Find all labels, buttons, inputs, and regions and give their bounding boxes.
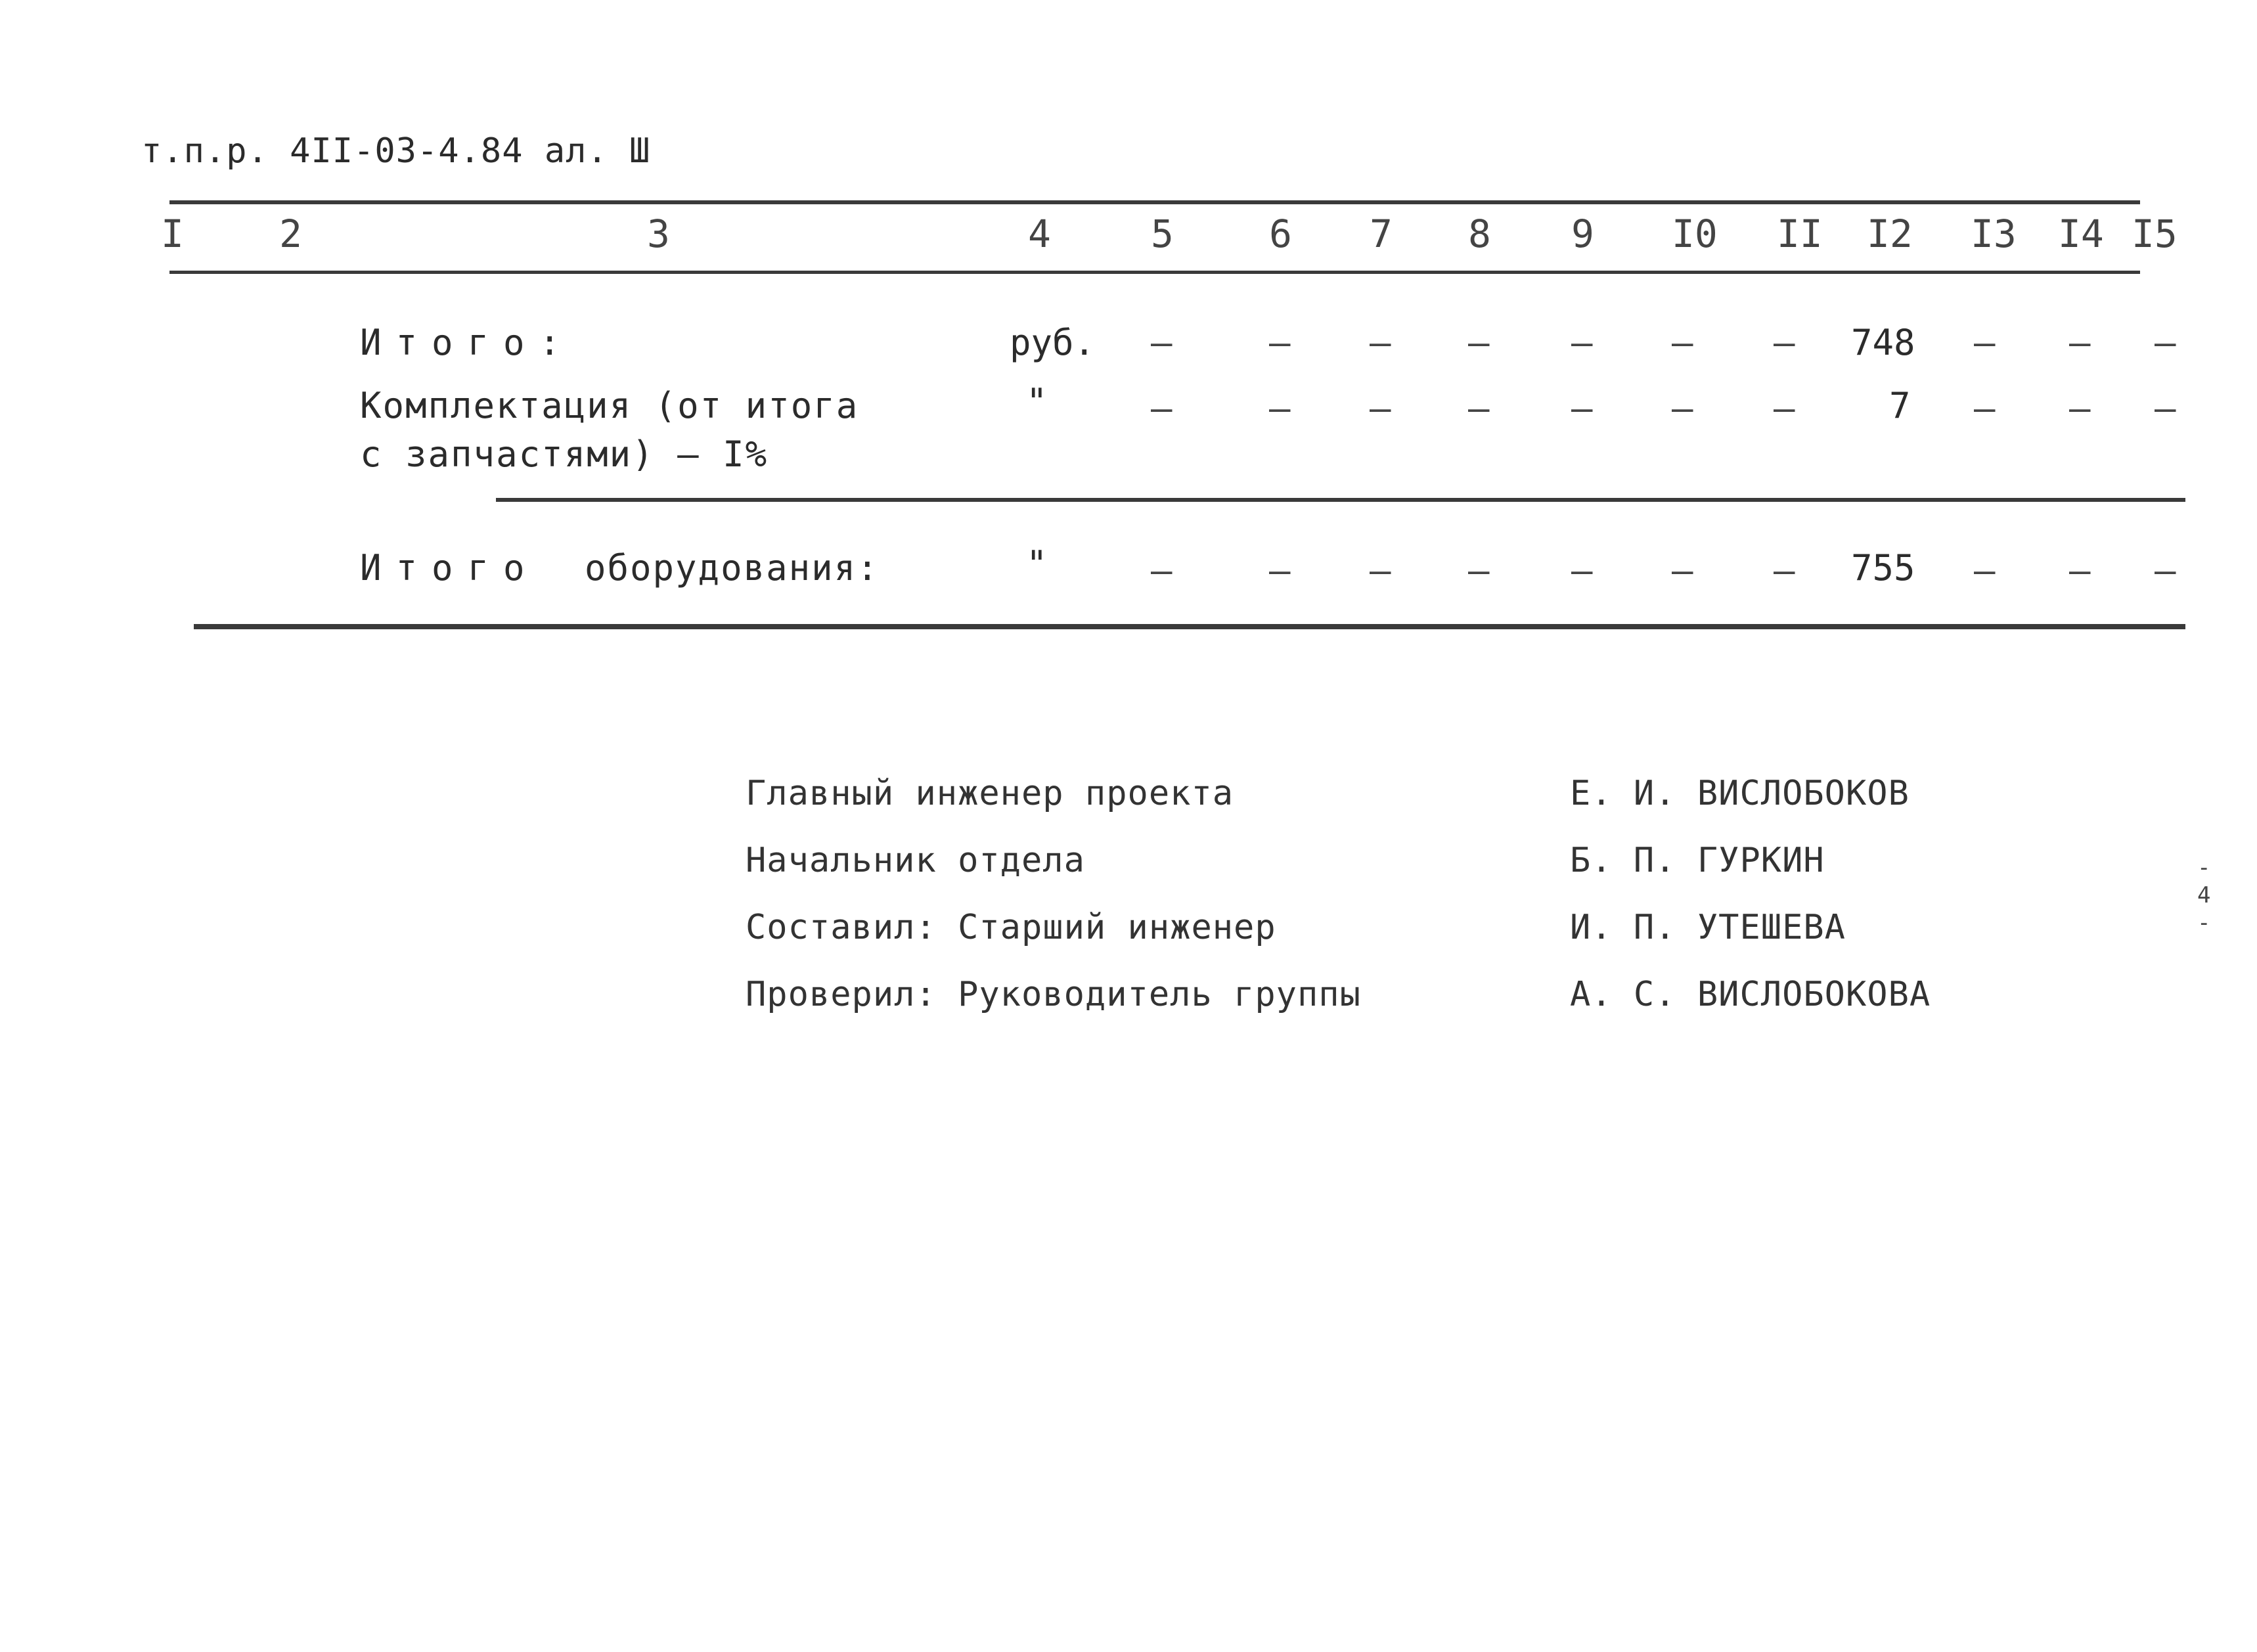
dash-cell: – xyxy=(2155,322,2176,363)
row-unit: " xyxy=(1026,381,1048,422)
row-unit: руб. xyxy=(1010,322,1096,363)
column-header: 9 xyxy=(1571,212,1594,256)
dash-cell: – xyxy=(1468,388,1490,429)
page-number-mark: - 4 - xyxy=(2197,855,2211,936)
row-label: Итого: xyxy=(360,322,575,363)
table-bottom-rule xyxy=(194,624,2185,629)
row-unit: " xyxy=(1026,543,1048,585)
signature-name: Е. И. ВИСЛОБОКОВ xyxy=(1570,774,1910,813)
column-header: I5 xyxy=(2132,212,2178,256)
dash-cell: – xyxy=(1269,388,1291,429)
dash-cell: – xyxy=(1672,322,1693,363)
dash-cell: – xyxy=(2069,388,2091,429)
row-value: 7 xyxy=(1889,385,1911,426)
column-header: 2 xyxy=(279,212,302,256)
dash-cell: – xyxy=(2155,388,2176,429)
row-label-suffix: оборудования: xyxy=(585,547,880,589)
dash-cell: – xyxy=(1974,550,1996,591)
column-header: 4 xyxy=(1028,212,1051,256)
column-header: I xyxy=(161,212,184,256)
dash-cell: – xyxy=(1370,388,1391,429)
row-value: 748 xyxy=(1851,322,1915,363)
dash-cell: – xyxy=(1269,550,1291,591)
dash-cell: – xyxy=(2155,550,2176,591)
dash-cell: – xyxy=(2069,550,2091,591)
column-header: 5 xyxy=(1151,212,1174,256)
subtotal-rule xyxy=(496,498,2185,502)
column-header: 6 xyxy=(1269,212,1292,256)
signature-title: Составил: Старший инженер xyxy=(746,908,1276,947)
signature-title: Проверил: Руководитель группы xyxy=(746,975,1361,1014)
signature-title: Главный инженер проекта xyxy=(746,774,1234,813)
dash-cell: – xyxy=(1151,550,1173,591)
header-bottom-rule xyxy=(169,271,2140,274)
row-label: Комплектация (от итога xyxy=(360,385,859,426)
dash-cell: – xyxy=(1774,388,1795,429)
column-header: I4 xyxy=(2058,212,2104,256)
dash-cell: – xyxy=(1571,550,1593,591)
column-header: 3 xyxy=(647,212,670,256)
dash-cell: – xyxy=(1974,388,1996,429)
dash-cell: – xyxy=(1571,388,1593,429)
row-label-line2: с запчастями) – I% xyxy=(360,434,769,475)
row-value: 755 xyxy=(1851,547,1915,589)
signature-name: И. П. УТЕШЕВА xyxy=(1570,908,1846,947)
document-reference: т.п.р. 4II-03-4.84 ал. Ш xyxy=(141,131,651,171)
dash-cell: – xyxy=(1370,322,1391,363)
dash-cell: – xyxy=(1774,322,1795,363)
dash-cell: – xyxy=(1151,322,1173,363)
signature-title: Начальник отдела xyxy=(746,841,1085,880)
column-header: I3 xyxy=(1971,212,2017,256)
dash-cell: – xyxy=(1974,322,1996,363)
column-header: 8 xyxy=(1468,212,1491,256)
dash-cell: – xyxy=(1269,322,1291,363)
dash-cell: – xyxy=(1672,388,1693,429)
dash-cell: – xyxy=(1672,550,1693,591)
dash-cell: – xyxy=(1151,388,1173,429)
table-top-rule xyxy=(169,200,2140,204)
dash-cell: – xyxy=(1370,550,1391,591)
column-header: 7 xyxy=(1370,212,1393,256)
dash-cell: – xyxy=(1468,322,1490,363)
column-header: II xyxy=(1777,212,1823,256)
dash-cell: – xyxy=(1571,322,1593,363)
dash-cell: – xyxy=(2069,322,2091,363)
row-label: Итого xyxy=(360,547,539,589)
dash-cell: – xyxy=(1774,550,1795,591)
signature-name: А. С. ВИСЛОБОКОВА xyxy=(1570,975,1931,1014)
column-header: I2 xyxy=(1867,212,1913,256)
dash-cell: – xyxy=(1468,550,1490,591)
signature-name: Б. П. ГУРКИН xyxy=(1570,841,1825,880)
column-header: I0 xyxy=(1672,212,1718,256)
